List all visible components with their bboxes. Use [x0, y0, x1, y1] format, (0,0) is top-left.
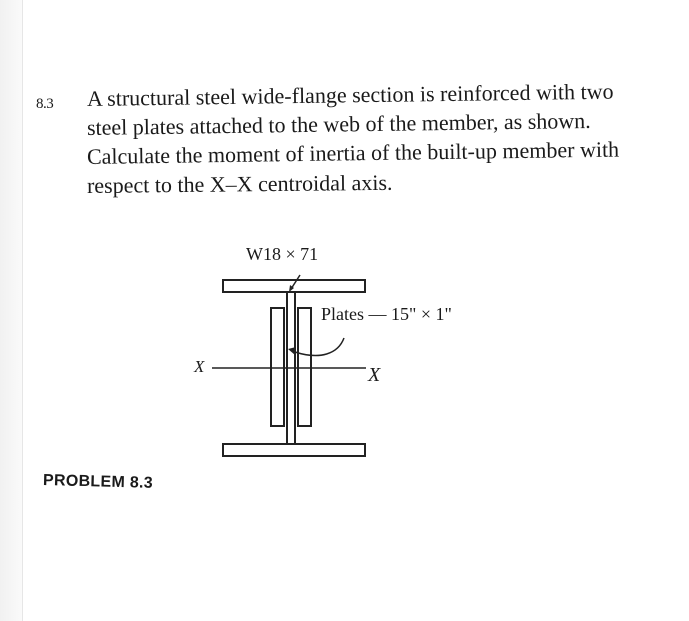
problem-line-4: respect to the X–X centroidal axis.	[86, 169, 393, 198]
problem-caption: PROBLEM 8.3	[42, 472, 154, 492]
built-up-section-figure	[190, 242, 520, 472]
problem-line-3: Calculate the moment of inertia of the built-up member with	[86, 136, 620, 169]
right-plate	[298, 308, 311, 426]
problem-text	[86, 78, 672, 200]
left-plate	[271, 308, 284, 426]
axis-label-right: X	[368, 364, 381, 386]
problem-line-2: steel plates attached to the web of the member, as shown.	[86, 107, 591, 140]
section-drawing	[190, 242, 520, 472]
bottom-flange	[223, 444, 365, 456]
problem-number: 8.3	[36, 96, 54, 112]
axis-label-left: X	[194, 357, 205, 376]
section-designation-label: W18 × 71	[246, 244, 319, 264]
top-flange	[223, 280, 365, 292]
page-edge	[0, 0, 23, 621]
problem-line-1: A structural steel wide-flange section is reinforced with two	[86, 78, 614, 111]
plates-label: Plates — 15" × 1"	[321, 304, 452, 324]
